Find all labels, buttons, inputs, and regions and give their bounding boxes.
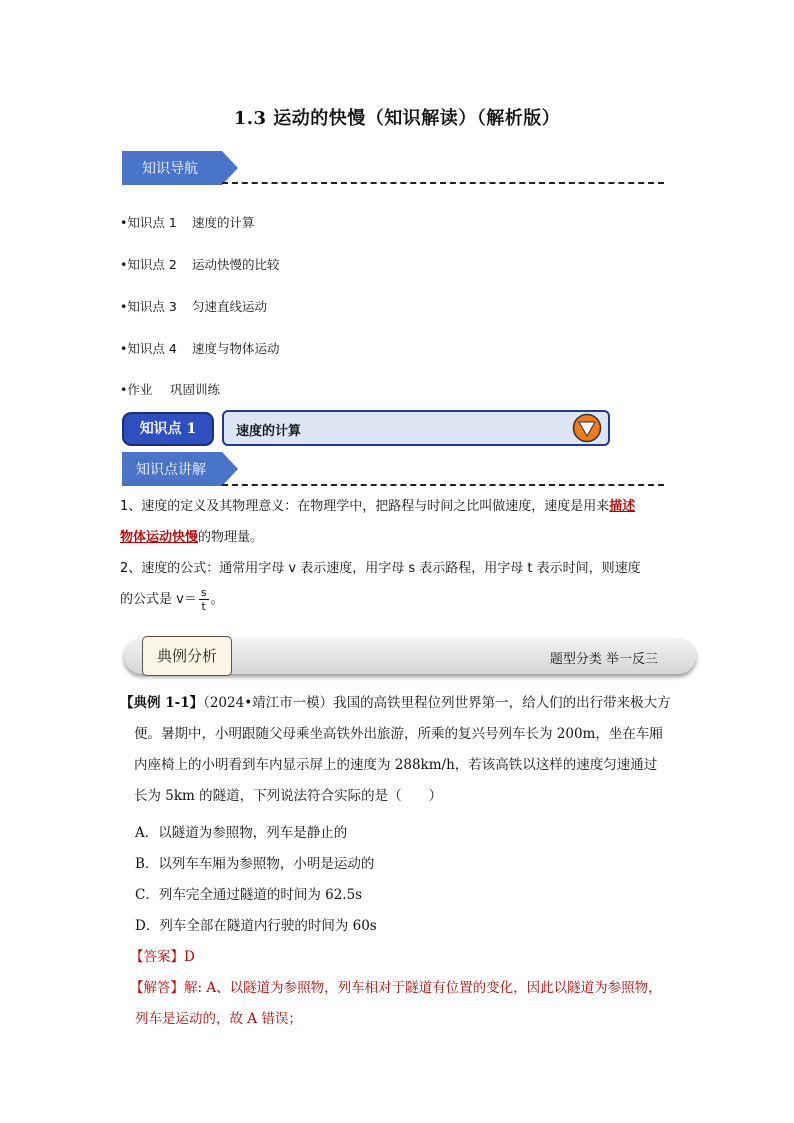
toc-item: •知识点 4 速度与物体运动 <box>120 341 280 356</box>
option-b: B．以列车车厢为参照物，小明是运动的 <box>135 856 375 872</box>
toc-item: •知识点 3 匀速直线运动 <box>120 299 268 314</box>
analysis-line-2: 列车是运动的，故 A 错误； <box>135 1011 302 1027</box>
toc-item: •知识点 1 速度的计算 <box>120 215 255 230</box>
option-c: C．列车完全通过隧道的时间为 62.5s <box>135 887 363 903</box>
page-title: 1.3 运动的快慢（知识解读）（解析版） <box>233 108 561 129</box>
banner-label: 知识导航 <box>142 161 198 177</box>
option-d: D．列车全部在隧道内行驶的时间为 60s <box>135 918 377 934</box>
knowledge-point-title: 速度的计算 <box>236 424 302 439</box>
example-bar-subtitle: 题型分类 举一反三 <box>549 652 658 667</box>
divider <box>222 484 664 486</box>
option-a: A．以隧道为参照物，列车是静止的 <box>135 825 348 841</box>
toc-item: •知识点 2 运动快慢的比较 <box>120 257 280 272</box>
example-tab: 典例分析 <box>142 636 232 676</box>
toc-item: •作业 巩固训练 <box>120 382 221 397</box>
section-banner-explain <box>122 452 238 486</box>
answer: 【答案】D <box>130 949 195 965</box>
analysis-line-1: 【解答】解: A、以隧道为参照物，列车相对于隧道有位置的变化，因此以隧道为参照物， <box>130 980 662 996</box>
knowledge-point-tag: 知识点 1 <box>122 412 214 446</box>
collapse-triangle-icon[interactable] <box>572 413 602 443</box>
section-banner-nav <box>122 151 238 185</box>
fraction: $\frac{s}{t}$ <box>200 586 207 613</box>
paragraph-definition: 1、速度的定义及其物理意义：在物理学中，把路程与时间之比叫做速度，速度是用来描述 物体运动快慢的物理量。 <box>120 499 636 545</box>
divider <box>222 182 664 184</box>
example-question: 【典例 1-1】（2024•靖江市一模）我国的高铁里程位列世界第一，给人们的出行带来极大方 便。暑期中，小明跟随父母乘坐高铁外出旅游，所乘的复兴号列车长为 200m，坐在车厢 内座椅上的小明看到车内显示屏上的速度为 288km/h，若该高铁以这样的速度匀速通过 长为 5km 的隧道，下列说法符合实际的是（ ） <box>120 695 671 804</box>
example-bar <box>124 638 696 674</box>
knowledge-point-header[interactable] <box>222 410 610 446</box>
banner-label: 知识点讲解 <box>136 462 206 478</box>
paragraph-formula: 2、速度的公式：通常用字母 v 表示速度，用字母 s 表示路程，用字母 t 表示时间，则速度 的公式是 v＝ $\frac{s}{t}$ 。 <box>120 561 641 613</box>
